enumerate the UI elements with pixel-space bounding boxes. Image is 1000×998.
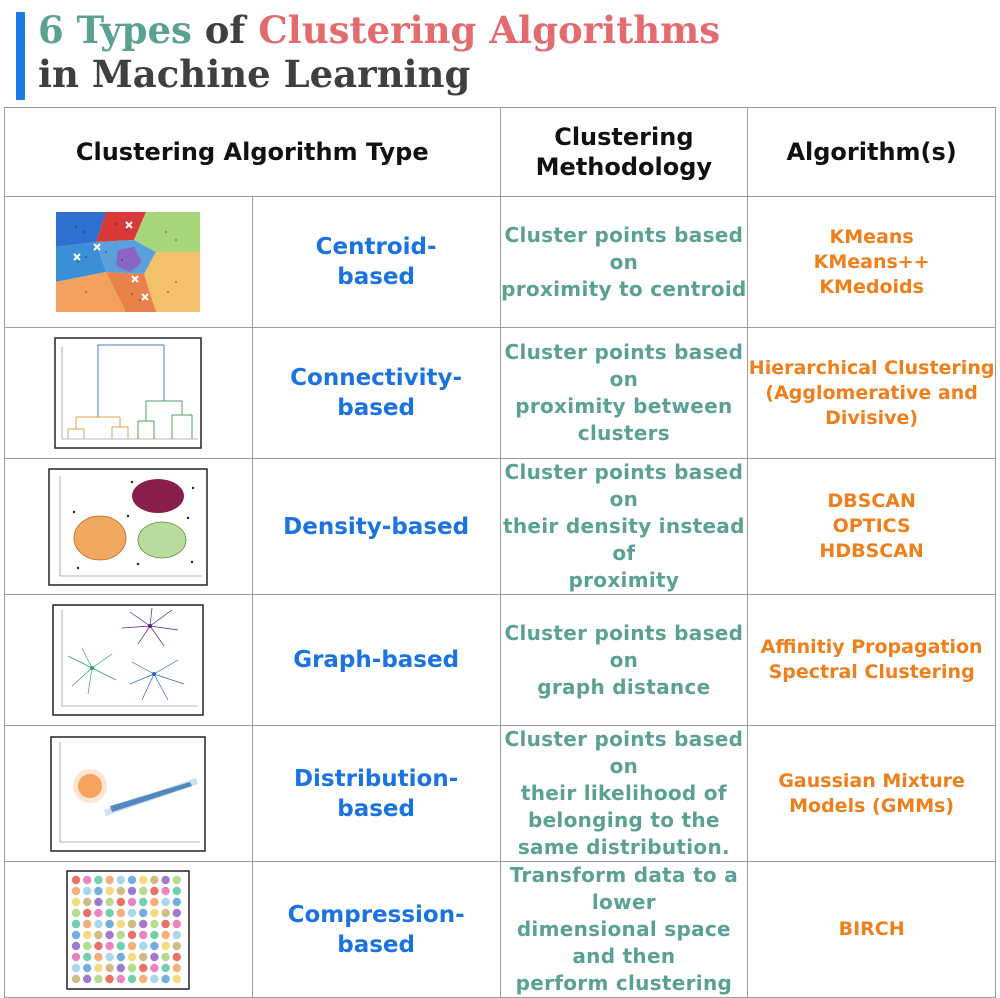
header-methodology [500, 108, 748, 197]
algorithms-list [748, 862, 996, 998]
type-name [252, 328, 500, 459]
methodology-line: same distribution. [517, 835, 730, 859]
methodology-line: graph distance [537, 674, 711, 699]
type-name-line: Graph-based [293, 647, 460, 673]
header-type: Clustering Algorithm Type [5, 108, 501, 197]
methodology-text [500, 726, 748, 862]
methodology-line: belonging to the [527, 808, 720, 832]
table-row-graph [5, 595, 996, 726]
type-name-line: based [337, 931, 415, 958]
algorithm-name: (Agglomerative and [765, 381, 978, 404]
table-row-density [5, 459, 996, 595]
title-accent-bar [16, 12, 25, 100]
algorithms-list [748, 595, 996, 726]
type-name-line: Density-based [283, 513, 470, 540]
algorithm-name: HDBSCAN [819, 540, 924, 562]
methodology-text [500, 595, 748, 726]
methodology-line: Transform data to a lower [509, 863, 739, 914]
methodology-line: perform clustering [515, 971, 733, 995]
methodology-line: Cluster points based on [504, 222, 744, 274]
type-name-line: Centroid- [315, 234, 437, 260]
thumbnail-cell [5, 197, 253, 328]
type-name-line: Distribution- [293, 765, 459, 792]
type-name [252, 595, 500, 726]
title-word-6-types: 6 Types [38, 8, 192, 52]
methodology-line: Cluster points based on [504, 460, 744, 511]
centroid-voronoi-thumbnail [56, 212, 200, 312]
compression-grid-thumbnail [66, 870, 190, 990]
algorithms-list [748, 726, 996, 862]
header-row [5, 108, 996, 197]
type-name [252, 197, 500, 328]
dendrogram-thumbnail [54, 337, 202, 449]
methodology-text [500, 328, 748, 459]
algorithms-list [748, 459, 996, 595]
thumbnail-cell [5, 862, 253, 998]
methodology-text [500, 862, 748, 998]
methodology-line: dimensional space and then [516, 917, 731, 968]
methodology-line: Cluster points based on [504, 727, 744, 778]
header-methodology-line: Clustering [554, 123, 694, 151]
methodology-line: proximity [568, 568, 680, 592]
methodology-text [500, 459, 748, 595]
algorithm-name: Gaussian Mixture [778, 769, 965, 792]
algorithms-list [748, 197, 996, 328]
algorithm-name: BIRCH [838, 918, 905, 940]
algorithm-name: KMeans++ [813, 250, 930, 273]
methodology-line: their likelihood of [520, 781, 727, 805]
table-row-connectivity [5, 328, 996, 459]
thumbnail-cell [5, 328, 253, 459]
type-name-line: based [337, 395, 415, 421]
thumbnail-cell [5, 595, 253, 726]
title-word-clustering-algorithms: Clustering Algorithms [258, 8, 721, 52]
algorithm-name: Divisive) [825, 406, 919, 429]
methodology-line: proximity to centroid [501, 276, 747, 301]
algorithm-name: Hierarchical Clustering [748, 356, 995, 379]
title-line-1 [38, 8, 720, 52]
algorithm-name: DBSCAN [827, 490, 916, 512]
methodology-line: their density instead of [503, 514, 745, 565]
header-methodology-line: Methodology [535, 153, 713, 181]
title-word-of: of [204, 8, 246, 52]
type-name-line: Connectivity- [290, 365, 463, 391]
graph-clusters-thumbnail [52, 604, 204, 716]
type-name-line: based [337, 795, 415, 822]
page-title [38, 8, 720, 96]
algorithms-list [748, 328, 996, 459]
type-name [252, 726, 500, 862]
methodology-line: proximity between clusters [515, 394, 733, 445]
header-algorithms: Algorithm(s) [748, 108, 996, 197]
table-row-compression [5, 862, 996, 998]
clustering-types-table [4, 107, 996, 998]
table-row-distribution [5, 726, 996, 862]
distribution-thumbnail [50, 736, 206, 852]
methodology-line: Cluster points based on [504, 340, 744, 391]
algorithm-name: KMedoids [819, 275, 924, 298]
algorithm-name: KMeans [829, 225, 914, 248]
algorithm-name: Models (GMMs) [789, 794, 955, 817]
algorithm-name: Affinitiy Propagation [760, 636, 983, 658]
type-name [252, 862, 500, 998]
thumbnail-cell [5, 726, 253, 862]
table-row-centroid [5, 197, 996, 328]
density-clusters-thumbnail [48, 468, 208, 586]
type-name [252, 459, 500, 595]
thumbnail-cell [5, 459, 253, 595]
methodology-line: Cluster points based on [504, 620, 744, 672]
algorithm-name: OPTICS [832, 515, 911, 537]
algorithm-name: Spectral Clustering [768, 661, 975, 683]
type-name-line: based [337, 264, 415, 290]
methodology-text [500, 197, 748, 328]
type-name-line: Compression- [287, 901, 465, 928]
title-line-2: in Machine Learning [38, 52, 471, 96]
